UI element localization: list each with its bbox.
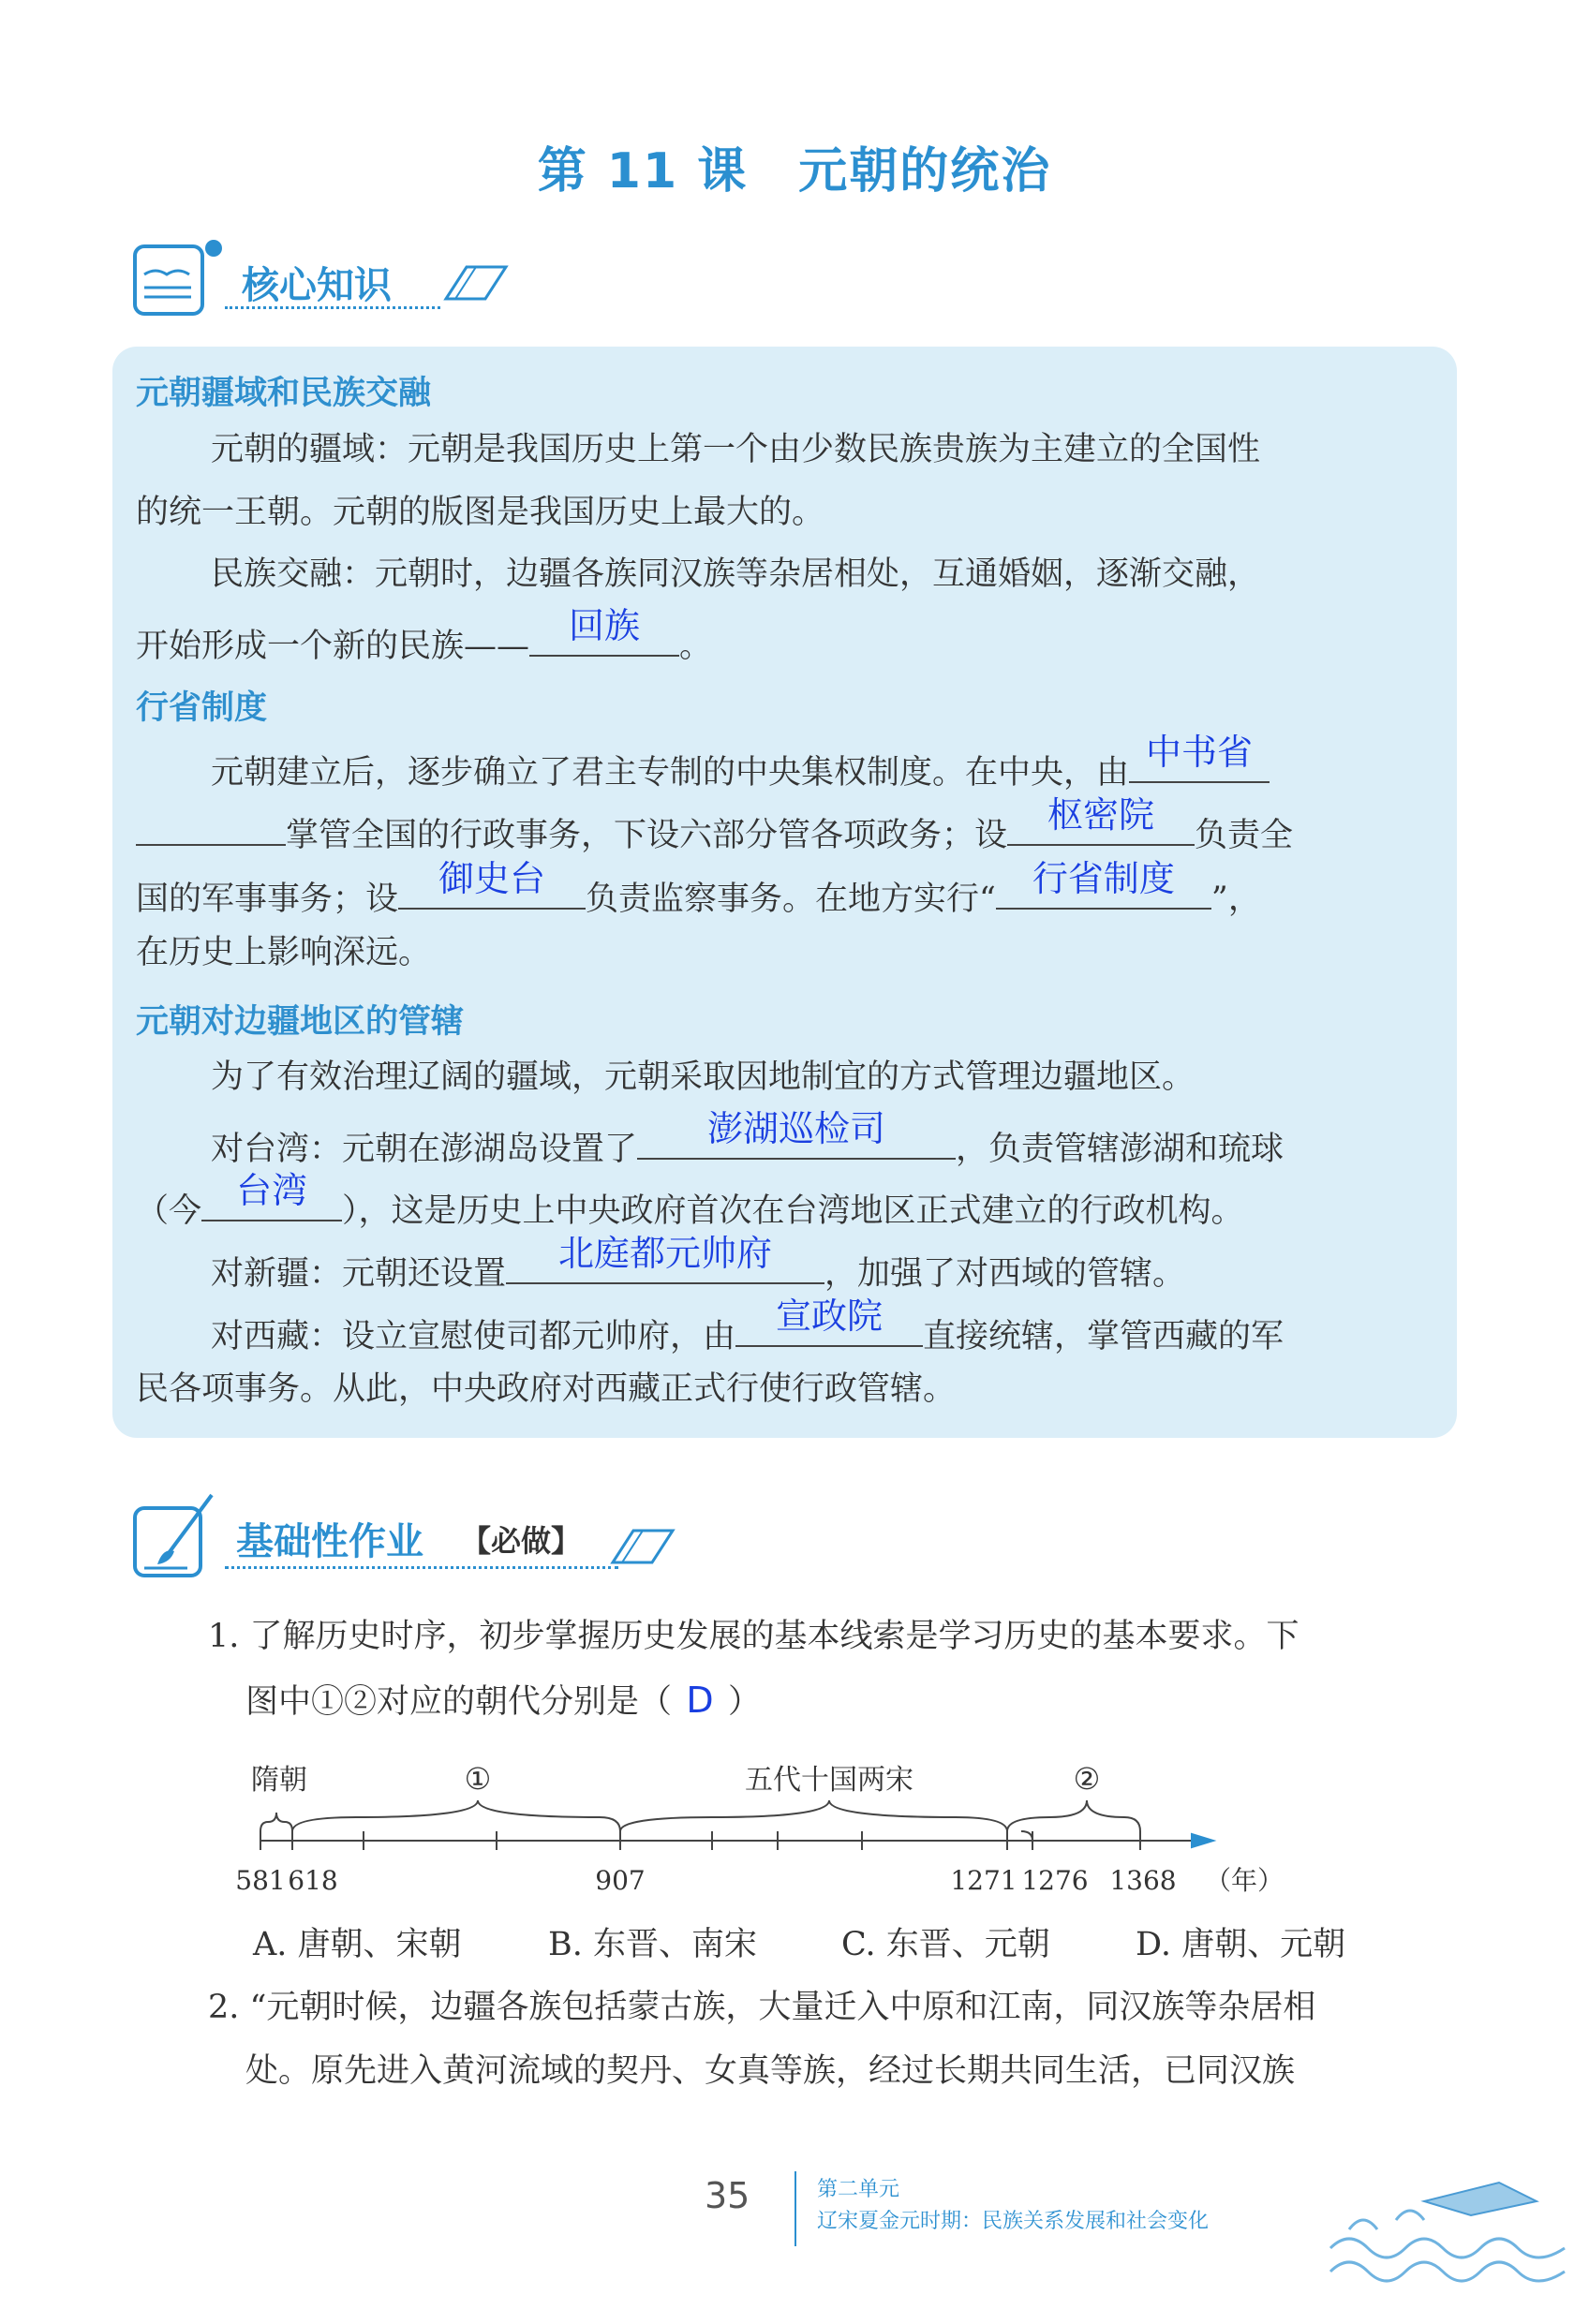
- text-segment: 国的军事事务；设: [136, 881, 399, 918]
- page-title: 第 11 课 元朝的统治: [537, 143, 1052, 200]
- text-segment: ）: [728, 1683, 762, 1721]
- text-line: [211, 1295, 1285, 1360]
- text-segment: ），这是历史上中央政府首次在台湾地区正式建立的行政机构。: [342, 1192, 1244, 1230]
- answer-text: 枢密院: [1047, 794, 1155, 836]
- text-line: [211, 1233, 1186, 1297]
- text-segment: ，负责管辖澎湖和琉球: [956, 1131, 1285, 1168]
- answer-text: 澎湖巡检司: [707, 1108, 886, 1149]
- text-line: 民各项事务。从此，中央政府对西藏正式行使行政管辖。: [136, 1370, 957, 1408]
- timeline-year: 1368: [1109, 1865, 1177, 1896]
- header-underline: [225, 1566, 618, 1569]
- answer-text: 宣政院: [776, 1295, 884, 1337]
- book-icon: [131, 239, 225, 323]
- question-1-line: [245, 1677, 761, 1725]
- text-line: [211, 732, 1270, 796]
- answer-blank[interactable]: [398, 858, 586, 910]
- homework-header: [131, 1489, 693, 1583]
- text-segment: （今: [136, 1192, 202, 1230]
- timeline-year: 618: [288, 1865, 338, 1896]
- text-segment: 对新疆：元朝还设置: [211, 1255, 507, 1293]
- answer-text: 台湾: [236, 1170, 308, 1211]
- section-title-frontier: 元朝对边疆地区的管辖: [136, 1003, 465, 1041]
- footer-divider: [794, 2171, 796, 2246]
- text-segment: 图中①②对应的朝代分别是（: [245, 1683, 673, 1721]
- timeline-label-sui: 隋朝: [251, 1764, 307, 1797]
- text-line: [136, 794, 1294, 859]
- text-line: [136, 858, 1261, 923]
- text-segment: 。: [679, 628, 713, 665]
- option-c[interactable]: C. 东晋、元朝: [841, 1926, 1050, 1963]
- text-segment: 负责监察事务。在地方实行“: [586, 881, 996, 918]
- wave-decoration-icon: [1321, 2164, 1574, 2304]
- option-d[interactable]: D. 唐朝、元朝: [1136, 1926, 1346, 1963]
- homework-title: 基础性作业: [236, 1520, 423, 1563]
- text-segment: 对西藏：设立宣慰使司都元帅府，由: [211, 1318, 736, 1355]
- answer-text: 中书省: [1146, 732, 1254, 773]
- answer-blank[interactable]: [136, 803, 286, 846]
- answer-blank[interactable]: [996, 858, 1211, 910]
- pencil-deco-icon: [440, 259, 515, 306]
- text-line: [136, 1170, 1244, 1235]
- answer-blank[interactable]: [506, 1233, 824, 1284]
- timeline-year: 907: [595, 1865, 646, 1896]
- page-number: 35: [705, 2175, 750, 2216]
- text-segment: 掌管全国的行政事务，下设六部分管各项政务；设: [286, 817, 1008, 854]
- answer-blank[interactable]: [637, 1108, 956, 1160]
- answer-choice[interactable]: D: [686, 1680, 714, 1721]
- text-line: 元朝的疆域：元朝是我国历史上第一个由少数民族贵族为主建立的全国性: [211, 431, 1261, 468]
- timeline-unit: （年）: [1204, 1865, 1285, 1896]
- answer-text: 北庭都元帅府: [558, 1233, 773, 1274]
- answer-blank[interactable]: [201, 1170, 342, 1221]
- pencil-deco-icon: [607, 1523, 682, 1570]
- text-segment: 直接统辖，掌管西藏的军: [923, 1318, 1285, 1355]
- answer-text: 行省制度: [1032, 858, 1175, 899]
- text-segment: 元朝建立后，逐步确立了君主专制的中央集权制度。在中央，由: [211, 754, 1130, 792]
- brush-icon: [131, 1489, 225, 1583]
- option-a[interactable]: A. 唐朝、宋朝: [253, 1926, 462, 1963]
- answer-blank[interactable]: [1129, 732, 1270, 783]
- timeline-year: 1271: [950, 1865, 1017, 1896]
- answer-blank[interactable]: [529, 605, 679, 657]
- text-segment: 开始形成一个新的民族——: [136, 628, 530, 665]
- text-line: 的统一王朝。元朝的版图是我国历史上最大的。: [136, 494, 825, 531]
- homework-tag: 【必做】: [461, 1523, 582, 1559]
- text-line: 民族交融：元朝时，边疆各族同汉族等杂居相处，互通婚姻，逐渐交融，: [211, 555, 1261, 593]
- footer-unit: 第二单元: [817, 2178, 900, 2201]
- text-line: [211, 1108, 1285, 1173]
- text-line: 为了有效治理辽阔的疆域，元朝采取因地制宜的方式管理边疆地区。: [211, 1058, 1195, 1096]
- core-knowledge-header: [131, 239, 534, 323]
- section-title-territory: 元朝疆域和民族交融: [136, 375, 432, 412]
- answer-blank[interactable]: [1007, 794, 1195, 846]
- core-knowledge-title: 核心知识: [242, 264, 392, 307]
- timeline-label-1: ①: [464, 1761, 492, 1797]
- timeline-year: 581: [235, 1865, 286, 1896]
- question-2-line: 2. “元朝时候，边疆各族包括蒙古族，大量迁入中原和江南，同汉族等杂居相: [208, 1989, 1316, 2026]
- timeline-diagram: [235, 1742, 1321, 1902]
- answer-blank[interactable]: [735, 1295, 923, 1347]
- section-title-province: 行省制度: [136, 689, 268, 727]
- question-1-line: 1. 了解历史时序，初步掌握历史发展的基本线索是学习历史的基本要求。下: [208, 1618, 1299, 1655]
- text-segment: 对台湾：元朝在澎湖岛设置了: [211, 1131, 638, 1168]
- footer-subtitle: 辽宋夏金元时期：民族关系发展和社会变化: [817, 2210, 1210, 2233]
- header-underline: [225, 306, 440, 309]
- text-line: [136, 605, 713, 670]
- question-2-line: 处。原先进入黄河流域的契丹、女真等族，经过长期共同生活，已同汉族: [245, 2052, 1296, 2090]
- text-segment: ”，: [1210, 881, 1261, 918]
- option-b[interactable]: B. 东晋、南宋: [548, 1926, 757, 1963]
- text-segment: 负责全: [1195, 817, 1294, 854]
- timeline-label-2: ②: [1073, 1761, 1101, 1797]
- timeline-year: 1276: [1021, 1865, 1089, 1896]
- answer-text: 回族: [569, 605, 641, 646]
- answer-text: 御史台: [438, 858, 546, 899]
- text-segment: ，加强了对西域的管辖。: [824, 1255, 1186, 1293]
- text-line: 在历史上影响深远。: [136, 934, 432, 971]
- timeline-label-mid: 五代十国两宋: [745, 1764, 913, 1797]
